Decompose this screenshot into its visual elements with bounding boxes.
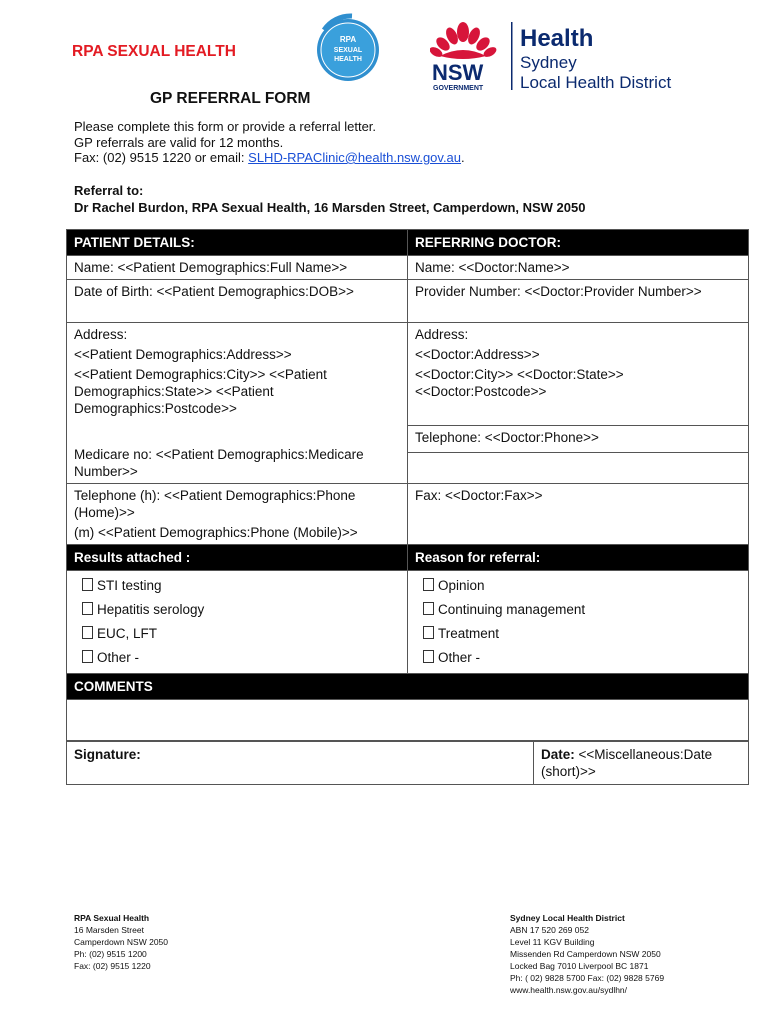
footer-right-line: Missenden Rd Camperdown NSW 2050	[510, 949, 661, 959]
results-list	[67, 571, 408, 674]
checkbox-label: EUC, LFT	[97, 626, 158, 641]
checkbox-icon[interactable]	[423, 626, 434, 639]
footer-right-line: Level 11 KGV Building	[510, 937, 595, 947]
intro-text	[74, 119, 465, 166]
results-attached-header: Results attached :	[67, 545, 408, 571]
footer-left-line: 16 Marsden Street	[74, 925, 144, 935]
doctor-name-field[interactable]: Name: <<Doctor:Name>>	[408, 256, 749, 280]
checkbox-icon[interactable]	[423, 650, 434, 663]
badge-line2: SEXUAL	[333, 47, 363, 54]
checkbox-label: Opinion	[438, 578, 485, 593]
district-line2: Local Health District	[520, 73, 672, 92]
signature-field[interactable]	[67, 742, 534, 785]
referral-to	[74, 182, 585, 216]
referral-to-label: Referral to:	[74, 183, 144, 198]
checkbox-results-other[interactable]	[74, 646, 400, 670]
intro-suffix: .	[461, 150, 465, 165]
checkbox-icon[interactable]	[423, 602, 434, 615]
checkbox-label: Other -	[97, 650, 140, 665]
patient-city-state: <<Patient Demographics:City>> <<Patient Demographics:State>> <<Patient Demographics:Postcode>>	[74, 367, 327, 416]
footer-right-title: Sydney Local Health District	[510, 913, 625, 923]
checkbox-treatment[interactable]	[415, 622, 741, 646]
checkbox-icon[interactable]	[82, 602, 93, 615]
checkbox-euc-lft[interactable]	[74, 622, 400, 646]
date-label: Date:	[541, 747, 575, 762]
checkbox-hepatitis-serology[interactable]	[74, 598, 400, 622]
intro-line3	[74, 150, 465, 166]
date-value: <<Miscellaneous:Date (short)>>	[541, 747, 713, 779]
clinic-name: RPA SEXUAL HEALTH	[72, 43, 236, 60]
signature-table	[66, 741, 749, 785]
footer-left-line: Camperdown NSW 2050	[74, 937, 169, 947]
footer-left-title: RPA Sexual Health	[74, 913, 150, 923]
footer-left	[74, 912, 168, 972]
checkbox-icon[interactable]	[423, 578, 434, 591]
footer-right	[510, 912, 664, 996]
doctor-address: <<Doctor:Address>>	[415, 347, 540, 362]
patient-address-label: Address:	[74, 327, 128, 342]
nsw-health-logo	[430, 18, 720, 94]
checkbox-label: STI testing	[97, 578, 162, 593]
waratah-icon	[430, 22, 498, 59]
badge-line3: HEALTH	[334, 56, 362, 63]
referral-to-value: Dr Rachel Burdon, RPA Sexual Health, 16 Marsden Street, Camperdown, NSW 2050	[74, 200, 586, 215]
referral-form-table	[66, 229, 749, 741]
checkbox-opinion[interactable]	[415, 574, 741, 598]
footer-right-line[interactable]: www.health.nsw.gov.au/sydlhn/	[510, 985, 628, 995]
reason-list	[408, 571, 749, 674]
intro-line2: GP referrals are valid for 12 months.	[74, 134, 284, 150]
health-wordmark: Health	[520, 25, 594, 52]
footer-left-line: Ph: (02) 9515 1200	[74, 949, 147, 959]
checkbox-icon[interactable]	[82, 650, 93, 663]
doctor-city-state: <<Doctor:City>> <<Doctor:State>> <<Doctor:Postcode>>	[415, 367, 624, 399]
checkbox-icon[interactable]	[82, 578, 93, 591]
badge-line1: RPA	[339, 35, 357, 44]
checkbox-reason-other[interactable]	[415, 646, 741, 670]
government-text: GOVERNMENT	[433, 85, 484, 92]
footer-left-line: Fax: (02) 9515 1220	[74, 961, 151, 971]
doctor-fax-field[interactable]: Fax: <<Doctor:Fax>>	[408, 484, 749, 545]
patient-dob-field[interactable]: Date of Birth: <<Patient Demographics:DOB>>	[67, 280, 408, 323]
patient-address: <<Patient Demographics:Address>>	[74, 347, 292, 362]
patient-medicare: Medicare no: <<Patient Demographics:Medicare Number>>	[74, 447, 364, 479]
email-link[interactable]: SLHD-RPAClinic@health.nsw.gov.au	[248, 150, 462, 165]
doctor-provider-field[interactable]: Provider Number: <<Doctor:Provider Number>>	[408, 280, 749, 323]
reason-referral-header: Reason for referral:	[408, 545, 749, 571]
date-field[interactable]	[534, 742, 749, 785]
checkbox-label: Treatment	[438, 626, 500, 641]
comments-header: COMMENTS	[67, 674, 749, 700]
intro-fax: Fax: (02) 9515 1220 or email:	[74, 150, 249, 165]
signature-label: Signature:	[74, 747, 141, 762]
checkbox-label: Hepatitis serology	[97, 602, 205, 617]
form-title: GP REFERRAL FORM	[150, 90, 311, 107]
district-line1: Sydney	[520, 53, 577, 72]
doctor-address-field[interactable]	[408, 323, 749, 426]
patient-name-field[interactable]: Name: <<Patient Demographics:Full Name>>	[67, 256, 408, 280]
checkbox-icon[interactable]	[82, 626, 93, 639]
patient-phone-field[interactable]	[67, 484, 408, 545]
checkbox-label: Other -	[438, 650, 481, 665]
comments-field[interactable]	[67, 700, 749, 741]
referring-doctor-header: REFERRING DOCTOR:	[408, 230, 749, 256]
footer-right-line: Locked Bag 7010 Liverpool BC 1871	[510, 961, 649, 971]
doctor-phone-field[interactable]: Telephone: <<Doctor:Phone>>	[408, 426, 749, 453]
nsw-wordmark: NSW	[432, 60, 484, 85]
checkbox-label: Continuing management	[438, 602, 586, 617]
footer-right-line: ABN 17 520 269 052	[510, 925, 589, 935]
rpa-sexual-health-badge	[312, 12, 384, 84]
intro-line1: Please complete this form or provide a referral letter.	[74, 119, 377, 134]
footer-right-line: Ph: ( 02) 9828 5700 Fax: (02) 9828 5769	[510, 973, 665, 983]
patient-details-header: PATIENT DETAILS:	[67, 230, 408, 256]
patient-address-field[interactable]	[67, 323, 408, 484]
patient-phone-mobile: (m) <<Patient Demographics:Phone (Mobile)>>	[74, 525, 358, 540]
doctor-address-label: Address:	[415, 327, 469, 342]
patient-phone-home: Telephone (h): <<Patient Demographics:Phone (Home)>>	[74, 488, 356, 520]
empty-cell	[408, 453, 749, 484]
checkbox-sti-testing[interactable]	[74, 574, 400, 598]
checkbox-continuing-management[interactable]	[415, 598, 741, 622]
